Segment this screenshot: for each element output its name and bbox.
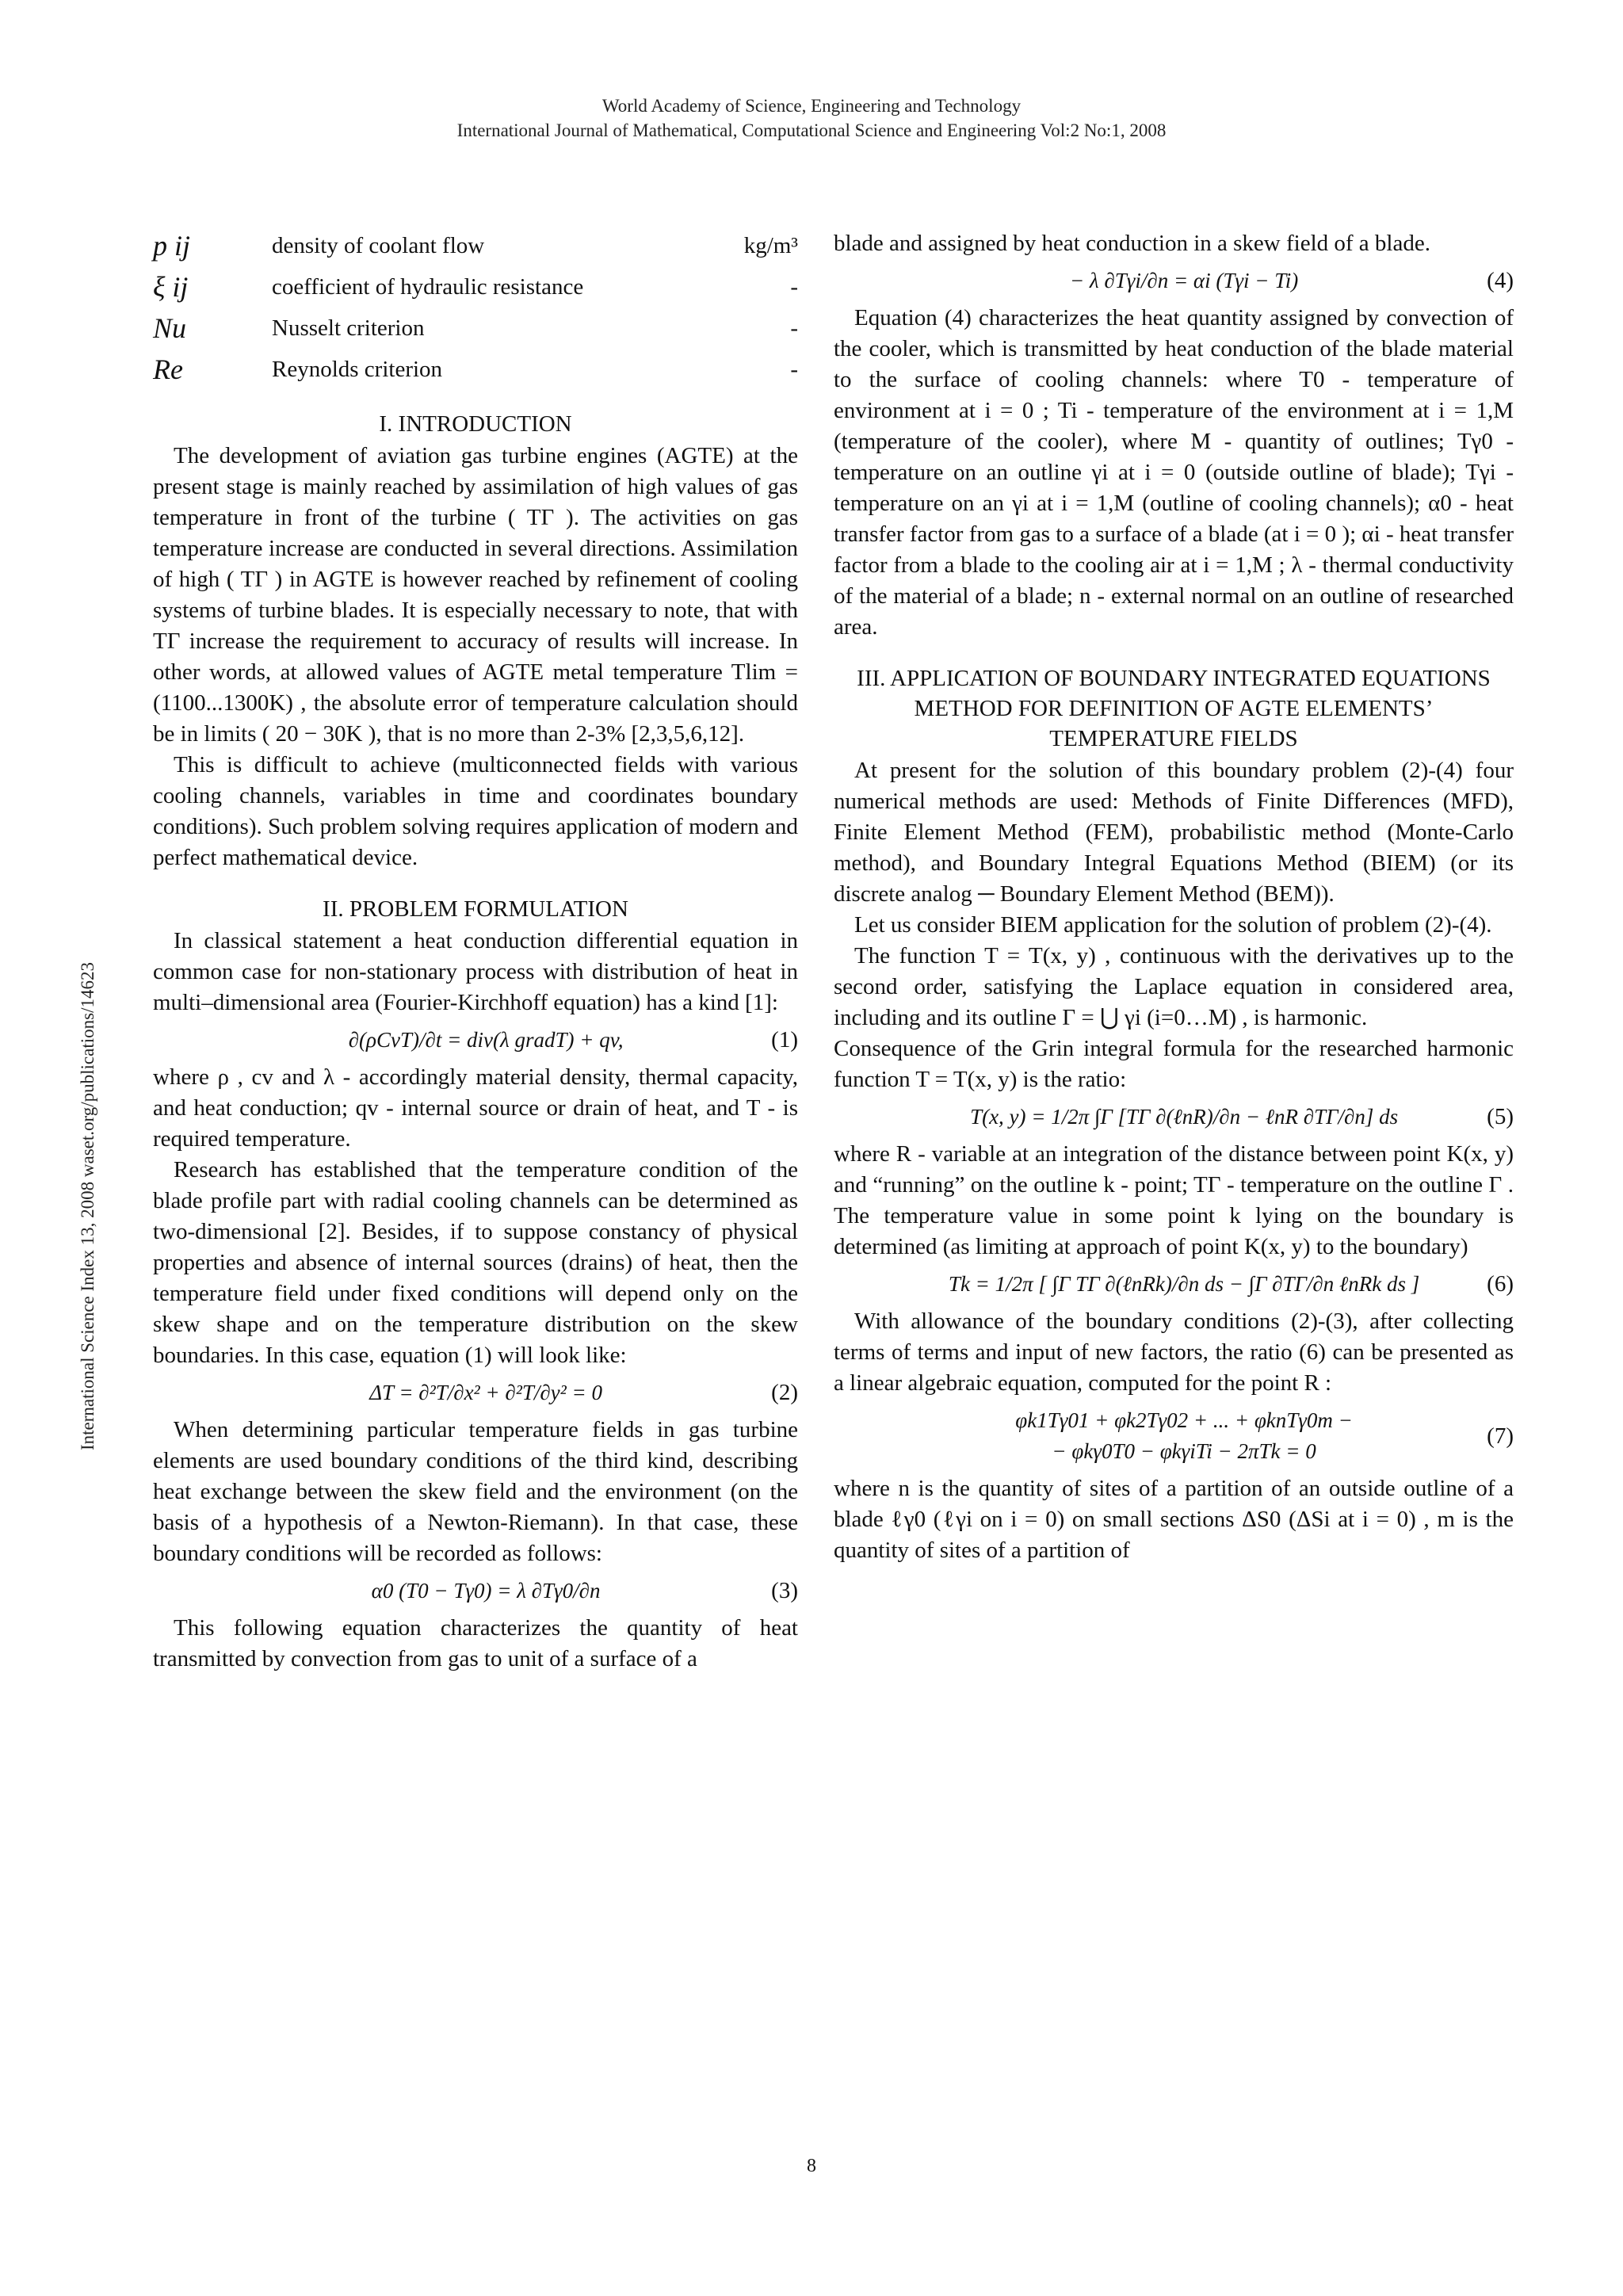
header-line-1: World Academy of Science, Engineering and Technology (601, 96, 1022, 116)
right-column (834, 228, 1514, 1566)
header-line-2: International Journal of Mathematical, Computational Science and Engineering Vol:2 No:1, 2008 (456, 120, 1167, 140)
nomenclature-desc: density of coolant flow (272, 233, 485, 258)
equation-expression: ΔT = ∂²T/∂x² + ∂²T/∂y² = 0 (369, 1381, 602, 1404)
nomenclature-unit: - (790, 274, 798, 300)
equation-line: − φkγ0T0 − φkγiTi − 2πTk = 0 (1052, 1439, 1316, 1463)
equation-4 (834, 266, 1514, 296)
paragraph: At present for the solution of this boundary problem (2)-(4) four numerical methods are used: Methods of Finite Differences (MFD), Finite Element Method (FEM), probabilistic method (Monte-Carlo method), and Boundary Integral Equations Method (BIEM) (or its discrete analog ─ Boundary Element Method (BEM)). (834, 758, 1514, 907)
nomenclature-unit: kg/m³ (743, 233, 798, 258)
equation-expression: α0 (T0 − Tγ0) = λ ∂Tγ0/∂n (371, 1579, 601, 1603)
paragraph: The development of aviation gas turbine engines (AGTE) at the present stage is mainly reached by assimilation of high values of gas temperature in front of the turbine ( TΓ ). The activities on gas temperature increase are conducted in several directions. Assimilation of high ( TΓ ) in AGTE is however reached by refinement of cooling systems of turbine blades. It is especially necessary to note, that with TΓ increase the requirement to accuracy of results will increase. In other words, at allowed values of AGTE metal temperature Tlim = (1100...1300K) , the absolute error of temperature calculation should be in limits ( 20 − 30K ), that is no more than 2-3% [2,3,5,6,12]. (153, 443, 798, 747)
paragraph: where R - variable at an integration of the distance between point K(x, y) and “running” on the outline k - point; TΓ - temperature on the outline Γ . The temperature value in some point k lying on the boundary is determined (as limiting at approach of point K(x, y) to the boundary) (834, 1141, 1514, 1259)
nomenclature-desc: coefficient of hydraulic resistance (272, 274, 584, 300)
equation-5 (834, 1102, 1514, 1133)
nomenclature-symbol: p ij (153, 230, 191, 262)
equation-number: (4) (1487, 268, 1514, 293)
equation-6 (834, 1269, 1514, 1300)
nomenclature-desc: Reynolds criterion (272, 357, 443, 382)
paragraph: blade and assigned by heat conduction in a skew field of a blade. (834, 231, 1430, 256)
equation-2 (153, 1377, 798, 1408)
paragraph: The function T = T(x, y) , continuous with the derivatives up to the second order, satisfying the Laplace equation in considered area, including and its outline Γ = ⋃ γi (i=0…M) , is harmonic. (834, 943, 1514, 1030)
paragraph: Consequence of the Grin integral formula for the researched harmonic function T = T(x, y) is the ratio: (834, 1036, 1514, 1092)
paragraph: Equation (4) characterizes the heat quantity assigned by convection of the cooler, which is transmitted by heat conduction of the blade material to the surface of cooling channels: where T0 - temperature of environment at i = 0 ; Ti - temperature of the environment at i = 1,M (temperature of the cooler), where M - quantity of outlines; Tγ0 - temperature on an outline γi at i = 0 (outside outline of blade); Tγi - temperature on an γi at i = 1,M (outline of cooling channels); α0 - heat transfer factor from gas to a surface of a blade (at i = 0 ); αi - heat transfer factor from a blade to the cooling air at i = 1,M ; λ - thermal conductivity of the material of a blade; n - external normal on an outline of researched area. (834, 305, 1514, 640)
equation-number: (3) (771, 1578, 798, 1603)
paragraph: where ρ , cv and λ - accordingly material density, thermal capacity, and heat conduction; qv - internal source or drain of heat, and T - is required temperature. (153, 1064, 798, 1152)
equation-number: (1) (771, 1027, 798, 1052)
equation-7 (834, 1405, 1514, 1467)
paragraph: In classical statement a heat conduction differential equation in common case for non-stationary process with distribution of heat in multi–dimensional area (Fourier-Kirchhoff equation) has a kind [1]: (153, 928, 798, 1015)
equation-number: (5) (1487, 1104, 1514, 1129)
equation-expression (834, 1405, 1487, 1467)
paragraph: This is difficult to achieve (multiconnected fields with various cooling channels, variables in time and coordinates boundary conditions). Such problem solving requires application of modern and perfect mathematical device. (153, 752, 798, 870)
nomenclature-unit: - (790, 357, 798, 382)
nomenclature-unit: - (790, 315, 798, 341)
equation-number: (6) (1487, 1271, 1514, 1297)
nomenclature-symbol: Nu (153, 312, 187, 344)
journal-header (0, 94, 1623, 143)
paragraph: This following equation characterizes the quantity of heat transmitted by convection from gas to unit of a surface of a (153, 1615, 798, 1671)
page-number: 8 (807, 2156, 816, 2176)
paragraph: Let us consider BIEM application for the solution of problem (2)-(4). (854, 912, 1492, 938)
paragraph: Research has established that the temperature condition of the blade profile part with radial cooling channels can be determined as two-dimensional [2]. Besides, if to suppose constancy of physical properties and absence of internal sources (drains) of heat, then the temperature field under fixed conditions will depend only on the skew shape and on the temperature distribution on the skew boundaries. In this case, equation (1) will look like: (153, 1157, 798, 1368)
equation-number: (2) (771, 1380, 798, 1405)
nomenclature-table (153, 227, 798, 388)
nomenclature-symbol: ξ ij (153, 271, 189, 303)
equation-expression: T(x, y) = 1/2π ∫Γ [TΓ ∂(ℓnR)/∂n − ℓnR ∂TΓ/∂n] ds (970, 1105, 1399, 1129)
side-label: International Science Index 13, 2008 waset.org/publications/14623 (78, 962, 97, 1450)
nomenclature-desc: Nusselt criterion (272, 315, 425, 341)
equation-1 (153, 1025, 798, 1056)
paragraph: where n is the quantity of sites of a partition of an outside outline of a blade ℓγ0 (ℓγi on i = 0) on small sections ΔS0 (ΔSi at i = 0) , m is the quantity of sites of a partition of (834, 1476, 1514, 1563)
section-title-biem: III. APPLICATION OF BOUNDARY INTEGRATED EQUATIONS METHOD FOR DEFINITION OF AGTE ELEMENTS’ TEMPERATURE FIELDS (857, 666, 1491, 751)
equation-expression: ∂(ρCvT)/∂t = div(λ gradT) + qv, (348, 1028, 624, 1052)
equation-expression: − λ ∂Tγi/∂n = αi (Tγi − Ti) (1069, 269, 1299, 292)
section-title-problem: II. PROBLEM FORMULATION (323, 896, 628, 922)
nomenclature-symbol: Re (153, 353, 183, 385)
paragraph: With allowance of the boundary conditions (2)-(3), after collecting terms of terms and input of new factors, the ratio (6) can be presented as a linear algebraic equation, computed for the point R : (834, 1308, 1514, 1396)
equation-number: (7) (1487, 1423, 1514, 1449)
left-column (153, 227, 798, 1675)
equation-3 (153, 1576, 798, 1606)
section-title-introduction: I. INTRODUCTION (379, 411, 572, 437)
equation-line: φk1Tγ01 + φk2Tγ02 + ... + φknTγ0m − (1015, 1408, 1353, 1432)
equation-expression: Tk = 1/2π [ ∫Γ TΓ ∂(ℓnRk)/∂n ds − ∫Γ ∂TΓ/∂n ℓnRk ds ] (948, 1272, 1420, 1296)
paragraph: When determining particular temperature fields in gas turbine elements are used boundary conditions of the third kind, describing heat exchange between the skew field and the environment (on the basis of a hypothesis of a Newton-Riemann). In that case, these boundary conditions will be recorded as follows: (153, 1417, 798, 1566)
